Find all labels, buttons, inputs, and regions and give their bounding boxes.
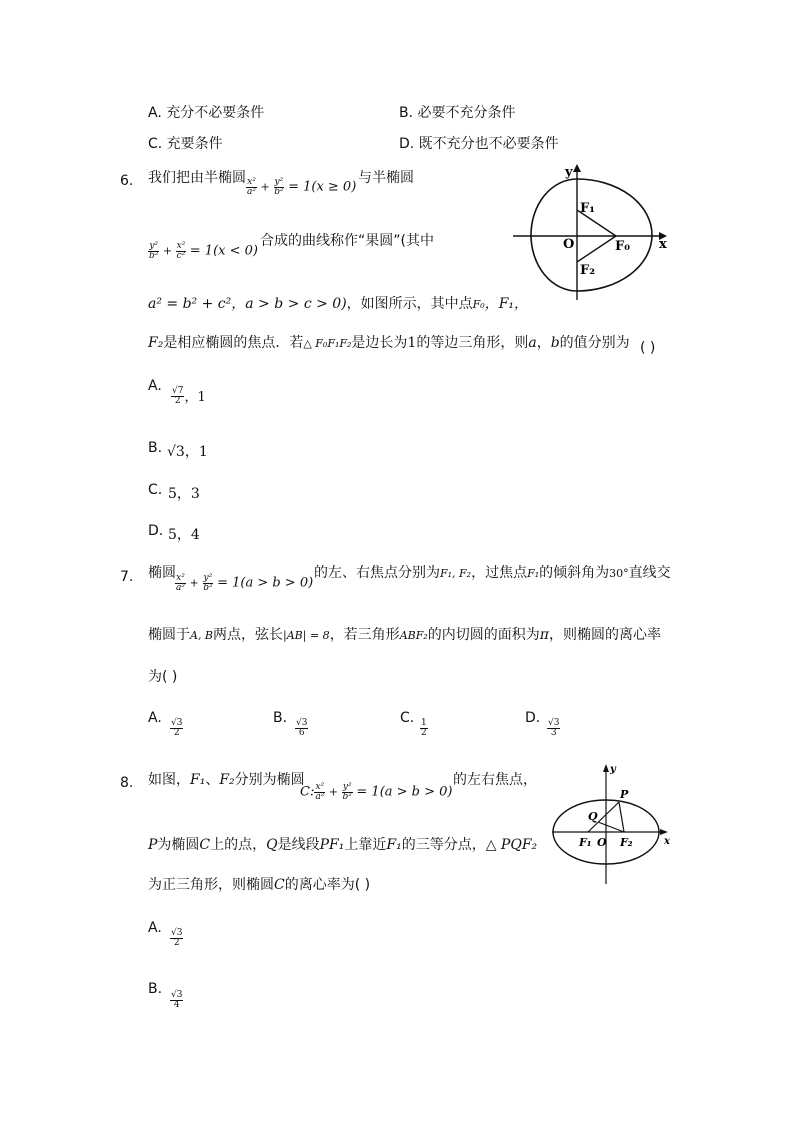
q7-equation: $\frac{\text{x²}}{\text{a²}}$ + $\frac{\text{y²}}{\text{b²}}$ = 1(a > b > 0) bbox=[176, 573, 314, 593]
q7-option-a-label: A. bbox=[148, 710, 162, 726]
q7-option-b-label: B. bbox=[273, 710, 288, 726]
q6-option-c-label: C. bbox=[148, 482, 163, 498]
q6-fig-f0-label: F₀ bbox=[615, 239, 630, 254]
q6-fig-origin-label: O bbox=[563, 237, 575, 252]
q7-number: 7. bbox=[120, 569, 134, 585]
q8-line-1b: 的左右焦点， bbox=[453, 772, 537, 788]
q5-option-a: A. 充分不必要条件 bbox=[148, 105, 265, 121]
q7-line-3: 为( ) bbox=[148, 669, 178, 685]
q7-text-1: 椭圆 bbox=[148, 565, 176, 581]
q6-text-1: 我们把由半椭圆 bbox=[148, 170, 246, 186]
q6-fruit-ellipse-figure bbox=[505, 160, 675, 305]
q8-option-a: $\frac{√3}{2}$ bbox=[171, 928, 183, 948]
q5-option-d: D. 既不充分也不必要条件 bbox=[399, 136, 559, 152]
q8-equation: C: $\frac{\text{x²}}{\text{a²}}$ + $\frac{\text{y²}}{\text{b²}}$ = 1(a > b > 0) bbox=[300, 782, 453, 802]
q7-line-1: 的左、右焦点分别为F₁, F₂，过焦点F₁的倾斜角为30°直线交 bbox=[314, 565, 671, 581]
q8-ellipse-figure bbox=[548, 762, 678, 887]
q8-line-2: P为椭圆C上的点，Q是线段PF₁上靠近F₁的三等分点，△ PQF₂ bbox=[148, 837, 538, 853]
q6-text-3: 合成的曲线称作“果圆”(其中 bbox=[260, 233, 434, 249]
q8-number: 8. bbox=[120, 775, 134, 791]
q8-option-b-label: B. bbox=[148, 981, 163, 997]
q5-option-b: B. 必要不充分条件 bbox=[399, 105, 516, 121]
q8-fig-p-label: P bbox=[620, 788, 629, 801]
q8-line-3: 为正三角形，则椭圆C的离心率为( ) bbox=[148, 877, 371, 893]
q7-option-c-label: C. bbox=[400, 710, 415, 726]
q7-line-2: 椭圆于A, B两点，弦长|AB| = 8，若三角形ABF₂的内切圆的面积为π，则椭圆的离心率 bbox=[148, 627, 661, 643]
q7-option-d-label: D. bbox=[525, 710, 541, 726]
q6-fig-f1-label: F₁ bbox=[580, 201, 595, 216]
q8-fig-f1-label: F₁ bbox=[579, 836, 592, 849]
q6-option-b-label: B. bbox=[148, 440, 163, 456]
q6-line-3: a² = b² + c²，a > b > c > 0)，如图所示，其中点F₀，F₁， bbox=[148, 296, 529, 312]
q6-option-b: √3，1 bbox=[167, 444, 208, 460]
q7-option-c: $\frac{1}{2}$ bbox=[421, 718, 427, 738]
q8-fig-x-label: x bbox=[664, 836, 670, 847]
q6-equation-1: $\frac{\text{x²}}{\text{a²}}$ + $\frac{\text{y²}}{\text{b²}}$ = 1(x ≥ 0) bbox=[247, 177, 357, 197]
q6-number: 6. bbox=[120, 173, 134, 189]
q6-fig-f2-label: F₂ bbox=[580, 263, 595, 278]
q7-option-b: $\frac{√3}{6}$ bbox=[296, 718, 308, 738]
q8-line-1a: 如图，F₁、F₂分别为椭圆 bbox=[148, 772, 305, 788]
q6-option-d: 5，4 bbox=[168, 527, 200, 543]
q8-option-b: $\frac{√3}{4}$ bbox=[171, 990, 183, 1010]
q6-option-a: $\frac{√7}{2}$ ，1 bbox=[172, 386, 206, 406]
q6-option-d-label: D. bbox=[148, 523, 164, 539]
q6-option-c: 5，3 bbox=[168, 486, 200, 502]
q6-answer-paren: ( ) bbox=[640, 340, 656, 356]
q6-fig-x-label: x bbox=[659, 237, 667, 252]
q5-option-c: C. 充要条件 bbox=[148, 136, 223, 152]
q6-option-a-label: A. bbox=[148, 378, 162, 394]
q8-fig-f2-label: F₂ bbox=[620, 836, 633, 849]
q7-option-d: $\frac{√3}{3}$ bbox=[548, 718, 560, 738]
q8-option-a-label: A. bbox=[148, 920, 162, 936]
q8-fig-origin-label: O bbox=[597, 836, 607, 849]
q6-line-4: F₂是相应椭圆的焦点．若△ F₀F₁F₂是边长为1的等边三角形，则a，b的值分别为 bbox=[148, 335, 630, 351]
q7-option-a: $\frac{√3}{2}$ bbox=[171, 718, 183, 738]
q6-fig-y-label: y bbox=[565, 165, 573, 180]
q8-fig-y-label: y bbox=[610, 764, 616, 775]
q6-text-2: 与半椭圆 bbox=[358, 170, 414, 186]
q6-equation-2: $\frac{\text{y²}}{\text{b²}}$ + $\frac{\text{x²}}{\text{c²}}$ = 1(x < 0) bbox=[149, 241, 258, 261]
q8-fig-q-label: Q bbox=[588, 810, 598, 823]
